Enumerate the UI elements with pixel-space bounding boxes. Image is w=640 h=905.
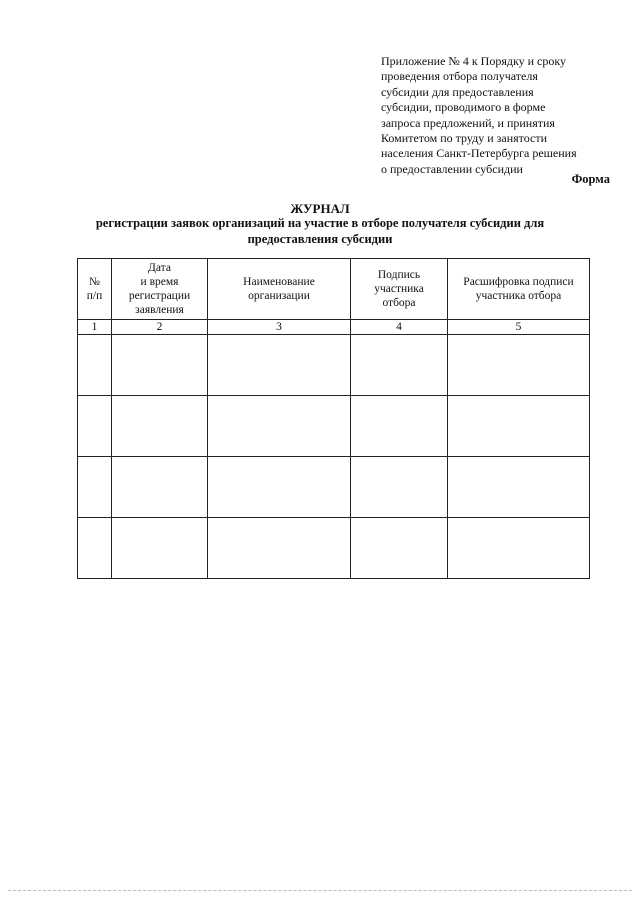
table-cell — [78, 457, 112, 518]
registration-journal-table — [77, 258, 590, 579]
header-signature-transcript: Расшифровка подписи участника отбора — [448, 259, 590, 320]
table-cell — [208, 518, 351, 579]
table-row — [78, 457, 590, 518]
column-number: 3 — [208, 320, 351, 335]
appendix-line: субсидии для предоставления — [381, 84, 534, 99]
table-cell — [208, 335, 351, 396]
appendix-line: субсидии, проводимого в форме — [381, 100, 546, 115]
table-cell — [78, 335, 112, 396]
table-cell — [78, 396, 112, 457]
column-number-row — [78, 320, 590, 335]
table-cell — [208, 396, 351, 457]
appendix-line: о предоставлении субсидии — [381, 161, 523, 176]
table-header-row — [78, 259, 590, 320]
table-cell — [448, 396, 590, 457]
appendix-line: проведения отбора получателя — [381, 69, 538, 84]
journal-heading: ЖУРНАЛ — [290, 201, 350, 216]
appendix-note — [381, 54, 611, 177]
table-cell — [351, 518, 448, 579]
table-cell — [448, 457, 590, 518]
header-date-time: Дата и время регистрации заявления — [112, 259, 208, 320]
column-number: 5 — [448, 320, 590, 335]
journal-subtitle-line-2: предоставления субсидии — [247, 231, 393, 246]
table-cell — [112, 335, 208, 396]
journal-subtitle-line-1: регистрации заявок организаций на участие в отборе получателя субсидии для — [95, 216, 545, 230]
table-cell — [208, 457, 351, 518]
table-cell — [112, 396, 208, 457]
table-cell — [351, 335, 448, 396]
header-signature: Подпись участника отбора — [351, 259, 448, 320]
table-cell — [448, 518, 590, 579]
column-number: 2 — [112, 320, 208, 335]
form-label: Форма — [571, 172, 610, 186]
table-row — [78, 396, 590, 457]
table-cell — [78, 518, 112, 579]
document-title — [0, 201, 640, 247]
table-cell — [448, 335, 590, 396]
scan-edge-line — [8, 890, 632, 891]
table-cell — [112, 457, 208, 518]
column-number: 4 — [351, 320, 448, 335]
table-row — [78, 518, 590, 579]
header-number: № п/п — [78, 259, 112, 320]
appendix-line: населения Санкт-Петербурга решения — [381, 146, 577, 161]
table-cell — [112, 518, 208, 579]
table-cell — [351, 457, 448, 518]
appendix-line: Комитетом по труду и занятости — [381, 131, 548, 146]
table-cell — [351, 396, 448, 457]
appendix-line: Приложение № 4 к Порядку и сроку — [381, 54, 567, 68]
table-row — [78, 335, 590, 396]
header-organization-name: Наименование организации — [208, 259, 351, 320]
appendix-line: запроса предложений, и принятия — [381, 115, 555, 130]
column-number: 1 — [78, 320, 112, 335]
